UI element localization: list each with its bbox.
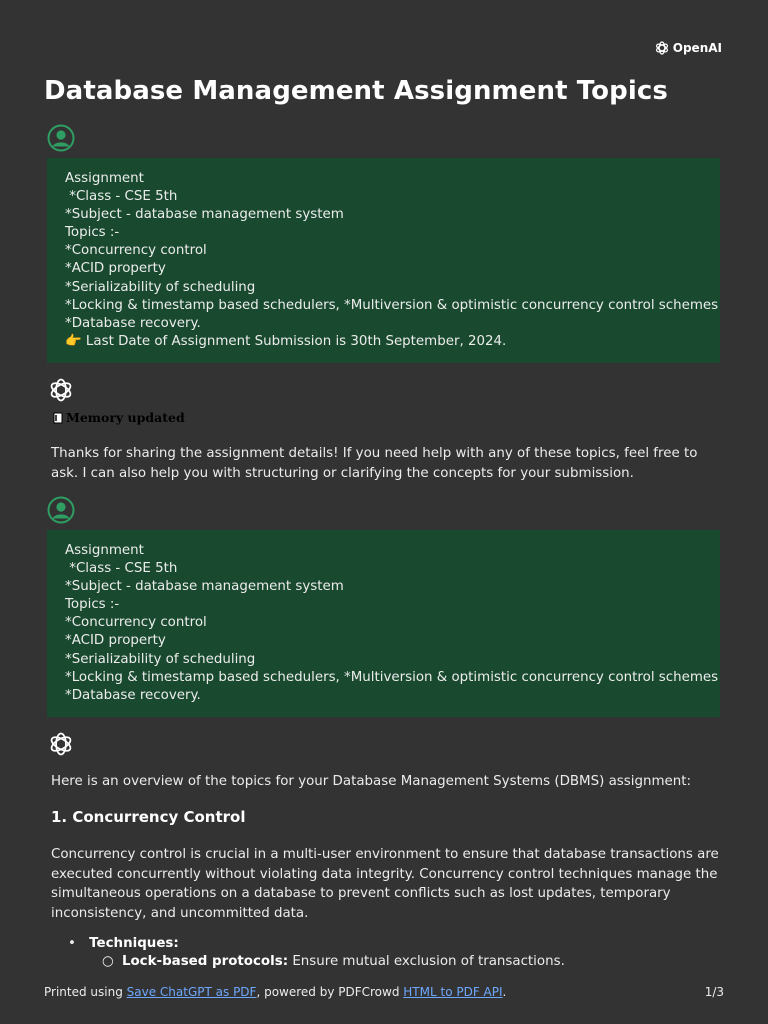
memory-icon: [53, 412, 64, 424]
html-to-pdf-api-link[interactable]: HTML to PDF API: [403, 985, 503, 999]
footer-middle: , powered by PDFCrowd: [256, 985, 404, 999]
brand-name: OpenAI: [672, 41, 722, 55]
message-line: *Subject - database management system: [65, 579, 344, 595]
page-number: 1/3: [704, 985, 724, 999]
user-message-1: [47, 158, 720, 363]
bullet-dot: •: [68, 936, 76, 951]
message-line: Assignment: [65, 171, 144, 186]
memory-updated-notice: [53, 410, 185, 425]
footer-prefix: Printed using: [44, 985, 127, 999]
message-line: *Locking & timestamp based schedulers, *Multiversion & optimistic concurrency control schemes: [65, 669, 719, 685]
message-line: Topics :-: [65, 597, 120, 613]
message-line: *Concurrency control: [65, 615, 207, 631]
user-message-2: [47, 530, 720, 717]
footer: [44, 985, 724, 999]
assistant-intro: Here is an overview of the topics for your Database Management Systems (DBMS) assignment:: [51, 774, 691, 789]
message-line: *Concurrency control: [65, 243, 207, 259]
sub-bullet-label: Lock-based protocols:: [121, 954, 289, 969]
save-chatgpt-as-pdf-link[interactable]: Save ChatGPT as PDF: [126, 985, 257, 999]
sub-bullet-text: Ensure mutual exclusion of transactions.: [288, 954, 565, 969]
section-heading: 1. Concurrency Control: [51, 808, 246, 826]
page-title: Database Management Assignment Topics: [44, 76, 668, 106]
message-line: *Class - CSE 5th: [65, 561, 178, 577]
brand-logo: [654, 40, 722, 56]
chatgpt-icon: [47, 376, 75, 404]
message-line: 👉 Last Date of Assignment Submission is 30th September, 2024.: [65, 333, 507, 349]
footer-suffix: .: [502, 985, 507, 999]
user-avatar-icon: [47, 496, 75, 524]
message-line: *Serializability of scheduling: [65, 651, 256, 667]
openai-logo-icon: [654, 40, 670, 56]
message-line: *Serializability of scheduling: [65, 279, 256, 295]
message-line: *ACID property: [65, 633, 166, 649]
bullet-label: Techniques:: [89, 936, 179, 951]
message-line: *Locking & timestamp based schedulers, *Multiversion & optimistic concurrency control schemes: [65, 297, 719, 313]
sub-bullet-lock-based: [102, 954, 565, 969]
message-line: *ACID property: [65, 261, 166, 277]
memory-updated-label: Memory updated: [66, 410, 185, 425]
sub-bullet-circle: ○: [102, 954, 114, 969]
message-line: *Database recovery.: [65, 315, 201, 331]
section-paragraph: Concurrency control is crucial in a multi-user environment to ensure that database transactions are executed concurrently without violating data integrity. Concurrency control techniques manage the simultaneous operations on a database to prevent conflicts such as lost updates, temporary inconsistency, and uncommitted data.: [51, 847, 719, 921]
message-line: Assignment: [65, 543, 144, 558]
user-avatar-icon: [47, 124, 75, 152]
assistant-reply-1: Thanks for sharing the assignment details! If you need help with any of these topics, feel free to ask. I can also help you with structuring or clarifying the concepts for your submission.: [51, 446, 698, 481]
message-line: *Database recovery.: [65, 687, 201, 703]
message-line: *Class - CSE 5th: [65, 189, 178, 205]
message-line: *Subject - database management system: [65, 207, 344, 223]
message-line: Topics :-: [65, 225, 120, 241]
bullet-techniques: [68, 936, 179, 951]
chatgpt-icon: [47, 730, 75, 758]
